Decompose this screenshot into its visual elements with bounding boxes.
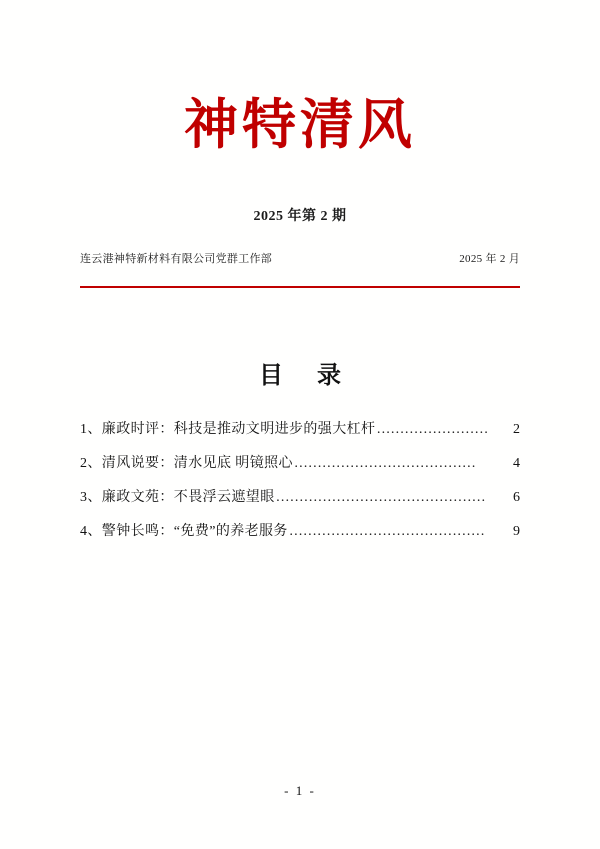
list-item[interactable] — [80, 486, 520, 506]
toc-list — [80, 418, 520, 554]
toc-entry-title: 2、清风说要：清水见底 明镜照心 — [80, 456, 293, 471]
toc-leader-dots: …………………… — [376, 422, 489, 437]
toc-entry-title: 1、廉政时评：科技是推动文明进步的强大杠杆 — [80, 422, 376, 437]
publisher-meta-row — [80, 250, 520, 266]
toc-entry-title: 3、廉政文苑：不畏浮云遮望眼 — [80, 490, 275, 505]
toc-leader-dots: ………………………………… — [293, 456, 476, 471]
publisher-name: 连云港神特新材料有限公司党群工作部 — [80, 253, 273, 265]
toc-page-number: 4 — [513, 456, 520, 471]
list-item[interactable] — [80, 520, 520, 540]
publication-date: 2025 年 2 月 — [459, 253, 520, 265]
toc-page-number: 6 — [513, 490, 520, 505]
list-item[interactable] — [80, 418, 520, 438]
toc-leader-dots: ……………………………………… — [275, 490, 486, 505]
toc-heading: 目 录 — [259, 363, 355, 389]
issue-number: 2025 年第 2 期 — [253, 209, 347, 224]
toc-entry-title: 4、警钟长鸣：“免费”的养老服务 — [80, 524, 288, 539]
list-item[interactable] — [80, 452, 520, 472]
toc-page-number: 9 — [513, 524, 520, 539]
header-divider — [80, 286, 520, 288]
page-footer: - 1 - — [284, 783, 316, 798]
masthead-title: 神特清风 — [184, 95, 416, 155]
toc-leader-dots: …………………………………… — [288, 524, 485, 539]
toc-page-number: 2 — [513, 422, 520, 437]
